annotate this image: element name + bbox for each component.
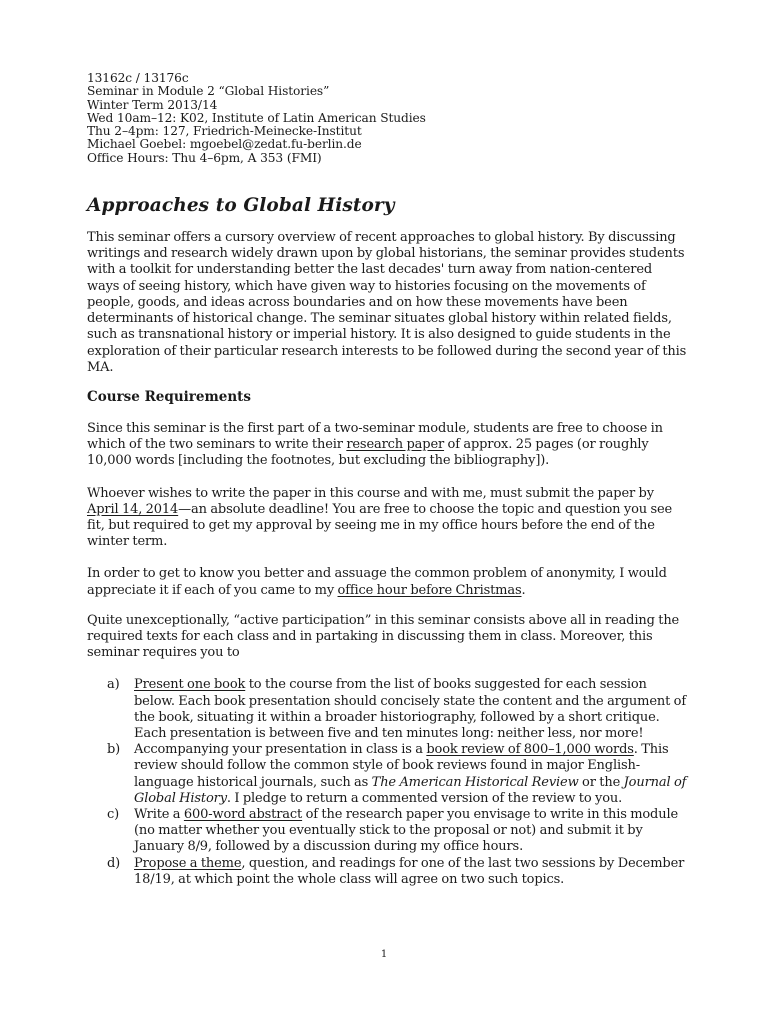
session-thursday: Thu 2–4pm: 127, Friedrich-Meinecke-Institut: [87, 124, 362, 139]
list-marker: b): [107, 742, 121, 758]
page-number: 1: [380, 949, 388, 960]
text-segment: , question, and readings for one of the last two sessions by December 18/19, at which point the whole class will agree on two such topics.: [134, 855, 685, 887]
text-segment: Whoever wishes to write the paper in this course and with me, must submit the paper by: [87, 485, 654, 501]
course-header: [87, 72, 687, 165]
text-segment: of approx. 25 pages (or roughly 10,000 words [including the footnotes, but excluding the bibliography]).: [87, 437, 649, 469]
requirements-list: [107, 677, 687, 888]
text-segment: —an absolute deadline! You are free to choose the topic and question you see fit, but required to get my approval by seeing me in my office hours before the end of the winter term.: [87, 501, 673, 550]
list-item-text: [134, 677, 687, 742]
text-segment: .: [521, 582, 526, 598]
text-segment: Since this seminar is the first part of a two-seminar module, students are free to choose in which of the two seminars to write their: [87, 420, 663, 453]
module-name: Seminar in Module 2 “Global Histories”: [87, 84, 330, 99]
underlined-propose-theme: Propose a theme: [134, 855, 242, 871]
course-codes: 13162c / 13176c: [87, 71, 189, 85]
list-item-c: [107, 807, 687, 856]
journal-title: Journal of Global History: [134, 774, 687, 806]
text-segment: or the: [578, 774, 624, 790]
list-item-a: [107, 677, 687, 742]
list-marker: c): [107, 806, 120, 822]
session-wednesday: Wed 10am–12: K02, Institute of Latin American Studies: [87, 110, 426, 125]
underlined-office-hour: office hour before Christmas: [337, 582, 522, 598]
list-item-d: [107, 856, 687, 888]
instructor-contact: Michael Goebel: mgoebel@zedat.fu-berlin.de: [87, 137, 362, 152]
document-page: [87, 72, 687, 888]
underlined-deadline: April 14, 2014: [87, 501, 179, 517]
text-segment: to the course from the list of books suggested for each session below. Each book presentation should concisely state the content and the argument of the book, situating it within a broader historiography, followed by a short critique. Each presentation is between five and ten minutes long: neither less, nor more!: [134, 677, 686, 741]
page-title: Approaches to Global History: [87, 195, 395, 217]
text-segment: . I pledge to return a commented version of the review to you.: [226, 790, 623, 806]
office-hours: Office Hours: Thu 4–6pm, A 353 (FMI): [87, 150, 322, 165]
list-item-text: [134, 807, 687, 856]
list-item-text: [134, 856, 687, 888]
text-segment: Write a: [134, 806, 184, 822]
text-segment: . This review should follow the common style of book reviews found in major English-language historical journals, such as: [134, 742, 669, 790]
list-item-b: [107, 742, 687, 807]
underlined-abstract: 600-word abstract: [183, 806, 303, 822]
requirements-paragraph-office-hour: [87, 566, 687, 598]
intro-paragraph: This seminar offers a cursory overview of recent approaches to global history. By discussing writings and research widely drawn upon by global historians, the seminar provides students with a toolkit for understanding better the last decades' turn away from nation-centered ways of seeing history, which have given way to histories focusing on the movements of people, goods, and ideas across boundaries and on how these movements have been determinants of historical change. The seminar situates global history within related fields, such as transnational history or imperial history. It is also designed to guide students in the exploration of their particular research interests to be followed during the second year of this MA.: [87, 230, 687, 375]
requirements-paragraph-participation: Quite unexceptionally, “active participation” in this seminar consists above all in reading the required texts for each class and in partaking in discussing them in class. Moreover, this seminar requires you to: [87, 612, 680, 661]
list-marker: d): [107, 855, 121, 871]
journal-title: The American Historical Review: [371, 774, 579, 790]
section-heading-requirements: Course Requirements: [87, 388, 251, 405]
term: Winter Term 2013/14: [87, 97, 218, 112]
list-item-text: [134, 742, 687, 807]
text-segment: of the research paper you envisage to write in this module (no matter whether you eventually stick to the proposal or not) and submit it by January 8/9, followed by a discussion during my office hours.: [134, 806, 679, 855]
text-segment: Accompanying your presentation in class is a: [134, 742, 427, 758]
underlined-research-paper: research paper: [346, 437, 445, 453]
underlined-book-review: book review of 800–1,000 words: [426, 742, 634, 758]
list-marker: a): [107, 677, 120, 693]
requirements-paragraph-research-paper: [87, 421, 687, 470]
requirements-paragraph-deadline: [87, 486, 687, 551]
text-segment: In order to get to know you better and assuage the common problem of anonymity, I would appreciate it if each of you came to my: [87, 566, 667, 598]
underlined-present-book: Present one book: [134, 677, 246, 693]
